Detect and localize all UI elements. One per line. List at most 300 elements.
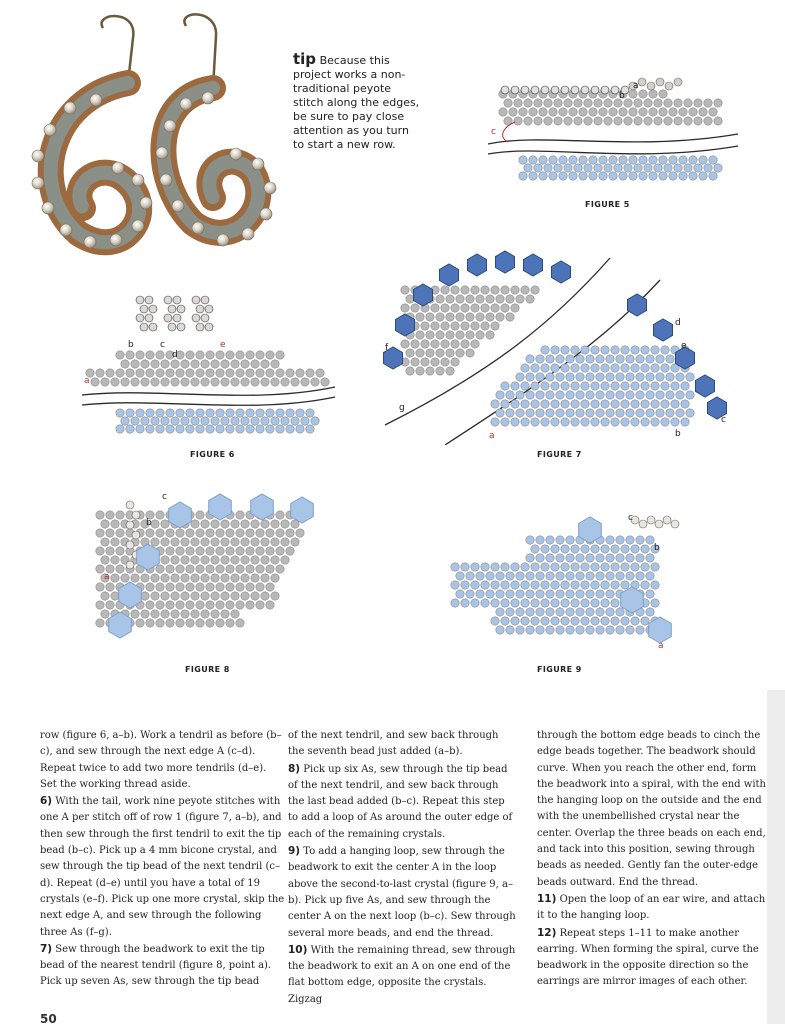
- bead: [644, 117, 652, 125]
- bead: [261, 417, 269, 425]
- step-12-text: Repeat steps 1–11 to make another earring. When forming the spiral, curve the beadwork in the opposite direction so the earrings are mirror images of each other.: [537, 927, 759, 988]
- bead: [519, 156, 527, 164]
- bead: [591, 563, 599, 571]
- bead: [116, 565, 124, 573]
- bead: [636, 355, 644, 363]
- bead: [704, 164, 712, 172]
- bead: [561, 346, 569, 354]
- bead: [501, 581, 509, 589]
- bead: [251, 574, 259, 582]
- bead: [524, 164, 532, 172]
- bead: [646, 608, 654, 616]
- bead: [236, 619, 244, 627]
- bead: [192, 296, 200, 304]
- bead: [281, 520, 289, 528]
- bead: [599, 108, 607, 116]
- page-number: 50: [40, 1012, 57, 1026]
- bead: [132, 531, 140, 539]
- bead: [161, 610, 169, 618]
- bead: [251, 417, 259, 425]
- bead: [121, 417, 129, 425]
- bead: [201, 574, 209, 582]
- bead: [461, 286, 469, 294]
- bead: [621, 364, 629, 372]
- bead: [476, 295, 484, 303]
- bead: [531, 545, 539, 553]
- bead: [136, 409, 144, 417]
- fig8-beads: [96, 501, 304, 627]
- bead: [676, 391, 684, 399]
- bead: [649, 90, 657, 98]
- bead: [566, 355, 574, 363]
- bead: [241, 378, 249, 386]
- bead: [556, 409, 564, 417]
- bead: [221, 417, 229, 425]
- bead: [261, 538, 269, 546]
- bead: [166, 547, 174, 555]
- bead: [111, 556, 119, 564]
- bead: [616, 626, 624, 634]
- bead: [601, 599, 609, 607]
- step-8-number: 8): [288, 762, 301, 775]
- bead: [145, 296, 153, 304]
- bead: [166, 565, 174, 573]
- fig9-label-a: a: [658, 641, 664, 651]
- bead: [571, 545, 579, 553]
- bead: [266, 409, 274, 417]
- bead: [436, 331, 444, 339]
- bead: [614, 117, 622, 125]
- bead: [251, 378, 259, 386]
- bead: [246, 565, 254, 573]
- bead: [581, 545, 589, 553]
- fig6-curve-bottom: [82, 397, 335, 405]
- bead: [629, 108, 637, 116]
- bead: [646, 590, 654, 598]
- bead: [241, 574, 249, 582]
- bead: [626, 409, 634, 417]
- bead: [576, 373, 584, 381]
- bead: [205, 305, 213, 313]
- bead: [639, 156, 647, 164]
- bead: [531, 364, 539, 372]
- bead: [231, 538, 239, 546]
- bead: [256, 369, 264, 377]
- bead: [616, 608, 624, 616]
- bead: [536, 536, 544, 544]
- bead: [664, 117, 672, 125]
- bead: [579, 108, 587, 116]
- bead: [636, 391, 644, 399]
- fig7-label-d: d: [675, 318, 681, 328]
- bead: [544, 99, 552, 107]
- bead: [421, 322, 429, 330]
- bead: [631, 346, 639, 354]
- bead: [594, 99, 602, 107]
- bead: [646, 391, 654, 399]
- bead: [546, 373, 554, 381]
- bead: [584, 117, 592, 125]
- bead: [536, 355, 544, 363]
- bead: [216, 583, 224, 591]
- bead: [591, 382, 599, 390]
- bead: [669, 108, 677, 116]
- bead: [231, 610, 239, 618]
- fig6-bead-rows: [86, 351, 329, 433]
- bead: [491, 599, 499, 607]
- bead: [476, 313, 484, 321]
- bead: [541, 581, 549, 589]
- bead: [291, 417, 299, 425]
- bead: [669, 156, 677, 164]
- bead: [709, 172, 717, 180]
- bead: [486, 295, 494, 303]
- bead: [551, 563, 559, 571]
- bead: [156, 619, 164, 627]
- bead: [411, 340, 419, 348]
- bead: [181, 538, 189, 546]
- bead: [111, 574, 119, 582]
- bead: [226, 425, 234, 433]
- bead: [686, 373, 694, 381]
- bead: [526, 572, 534, 580]
- bead: [581, 418, 589, 426]
- bead: [576, 626, 584, 634]
- bead: [496, 590, 504, 598]
- bead: [201, 417, 209, 425]
- step-8-text: Pick up six As, sew through the tip bead of the next tendril, and sew back through the last bead added (b–c). Repeat this step to add a loop of As around the outer edge of each of the remaining crystals.: [288, 763, 513, 840]
- bead: [496, 409, 504, 417]
- bead: [506, 608, 514, 616]
- bead: [271, 538, 279, 546]
- bead: [596, 554, 604, 562]
- bead: [186, 583, 194, 591]
- bead: [681, 382, 689, 390]
- bead: [601, 382, 609, 390]
- fig6-label-c: c: [160, 340, 165, 350]
- bead: [166, 619, 174, 627]
- bead: [416, 349, 424, 357]
- bead: [201, 556, 209, 564]
- bead: [136, 369, 144, 377]
- bead: [471, 563, 479, 571]
- bead: [511, 563, 519, 571]
- bead: [531, 400, 539, 408]
- bead: [206, 547, 214, 555]
- bead: [661, 382, 669, 390]
- bead: [436, 349, 444, 357]
- step-9-number: 9): [288, 845, 301, 858]
- bead: [571, 617, 579, 625]
- step-11-number: 11): [537, 892, 557, 905]
- bead: [541, 563, 549, 571]
- bead: [596, 373, 604, 381]
- bead: [591, 599, 599, 607]
- bead: [561, 617, 569, 625]
- bead: [466, 572, 474, 580]
- bead: [176, 529, 184, 537]
- bead: [286, 425, 294, 433]
- bead: [226, 529, 234, 537]
- bead: [641, 400, 649, 408]
- bead: [601, 418, 609, 426]
- bead: [541, 418, 549, 426]
- fig8-label-b: b: [146, 518, 152, 528]
- bead: [601, 364, 609, 372]
- crystal: [552, 261, 571, 283]
- bead: [241, 360, 249, 368]
- bead: [146, 369, 154, 377]
- bead: [639, 520, 647, 528]
- bead: [126, 425, 134, 433]
- bead: [171, 417, 179, 425]
- bead: [186, 369, 194, 377]
- bead: [186, 351, 194, 359]
- bead: [161, 378, 169, 386]
- bead: [164, 314, 172, 322]
- bead: [561, 563, 569, 571]
- bead: [151, 360, 159, 368]
- bead: [551, 346, 559, 354]
- bead: [501, 418, 509, 426]
- bead: [216, 369, 224, 377]
- bead: [571, 382, 579, 390]
- bead: [256, 351, 264, 359]
- bead: [491, 617, 499, 625]
- bead: [151, 538, 159, 546]
- crystal: [440, 264, 459, 286]
- bead: [576, 391, 584, 399]
- bead: [206, 409, 214, 417]
- bead: [516, 590, 524, 598]
- bead: [156, 529, 164, 537]
- bead: [638, 78, 646, 86]
- bead: [161, 360, 169, 368]
- bead: [694, 164, 702, 172]
- bead: [256, 425, 264, 433]
- bead: [501, 400, 509, 408]
- fig5-curve-top: [488, 134, 738, 144]
- bead: [211, 360, 219, 368]
- figure-6-diagram: [80, 295, 340, 445]
- bead: [681, 400, 689, 408]
- bead: [656, 391, 664, 399]
- bead: [471, 286, 479, 294]
- bead: [131, 360, 139, 368]
- bead: [571, 400, 579, 408]
- fig9-label-b: b: [654, 543, 660, 553]
- bead: [551, 364, 559, 372]
- bead: [181, 592, 189, 600]
- bead: [146, 619, 154, 627]
- bead: [491, 418, 499, 426]
- bead: [441, 322, 449, 330]
- bead: [566, 572, 574, 580]
- bead: [151, 574, 159, 582]
- bead: [556, 590, 564, 598]
- bead: [451, 286, 459, 294]
- bead: [649, 156, 657, 164]
- bead: [551, 418, 559, 426]
- bead: [96, 369, 104, 377]
- bead: [629, 172, 637, 180]
- bead: [145, 314, 153, 322]
- bead: [561, 581, 569, 589]
- bead: [256, 583, 264, 591]
- bead: [196, 601, 204, 609]
- bead: [146, 425, 154, 433]
- bead: [606, 572, 614, 580]
- figure-8-diagram: [90, 485, 340, 655]
- bead: [699, 108, 707, 116]
- bead: [91, 378, 99, 386]
- bead: [556, 608, 564, 616]
- bead: [591, 545, 599, 553]
- bead: [526, 355, 534, 363]
- bead: [506, 313, 514, 321]
- bead: [161, 417, 169, 425]
- bead: [616, 355, 624, 363]
- bead: [556, 554, 564, 562]
- bead: [516, 626, 524, 634]
- bead: [709, 156, 717, 164]
- bead: [611, 581, 619, 589]
- bead: [196, 323, 204, 331]
- bead: [664, 99, 672, 107]
- bead: [191, 417, 199, 425]
- bead: [606, 409, 614, 417]
- bead: [441, 304, 449, 312]
- bead: [616, 554, 624, 562]
- bead: [576, 554, 584, 562]
- bead: [571, 346, 579, 354]
- bead: [261, 378, 269, 386]
- bead: [496, 391, 504, 399]
- bead: [561, 599, 569, 607]
- bead: [496, 313, 504, 321]
- bead: [511, 599, 519, 607]
- bead: [261, 556, 269, 564]
- bead: [151, 378, 159, 386]
- bead: [211, 610, 219, 618]
- bead: [664, 164, 672, 172]
- bead: [101, 556, 109, 564]
- bead: [566, 608, 574, 616]
- bead: [246, 547, 254, 555]
- bead: [679, 156, 687, 164]
- bead: [261, 574, 269, 582]
- bead: [177, 305, 185, 313]
- bead: [276, 547, 284, 555]
- bead: [261, 520, 269, 528]
- bead: [246, 351, 254, 359]
- bead: [196, 351, 204, 359]
- bead: [211, 378, 219, 386]
- bead: [136, 351, 144, 359]
- bead: [276, 425, 284, 433]
- bead: [211, 417, 219, 425]
- bead: [656, 373, 664, 381]
- bead: [192, 314, 200, 322]
- bead: [536, 590, 544, 598]
- bead: [446, 331, 454, 339]
- bead: [506, 409, 514, 417]
- bead: [614, 164, 622, 172]
- bead: [296, 425, 304, 433]
- bead: [596, 590, 604, 598]
- bead: [131, 378, 139, 386]
- bead: [611, 563, 619, 571]
- bead: [151, 610, 159, 618]
- bead: [574, 164, 582, 172]
- bead: [196, 305, 204, 313]
- bead: [634, 164, 642, 172]
- bead: [536, 409, 544, 417]
- bead: [631, 364, 639, 372]
- bead: [671, 400, 679, 408]
- bead: [256, 601, 264, 609]
- bead: [471, 304, 479, 312]
- bead: [546, 590, 554, 598]
- bead: [156, 511, 164, 519]
- bead: [471, 599, 479, 607]
- bead: [156, 409, 164, 417]
- bead: [221, 574, 229, 582]
- bead: [166, 369, 174, 377]
- bead: [216, 351, 224, 359]
- bead: [306, 369, 314, 377]
- bead: [311, 378, 319, 386]
- bead: [461, 340, 469, 348]
- bead: [201, 378, 209, 386]
- bead: [181, 378, 189, 386]
- bead: [586, 590, 594, 598]
- bead: [451, 563, 459, 571]
- bead: [521, 599, 529, 607]
- bead: [241, 520, 249, 528]
- bead: [514, 99, 522, 107]
- bead: [541, 382, 549, 390]
- bead: [704, 99, 712, 107]
- bead: [131, 610, 139, 618]
- bead: [171, 610, 179, 618]
- bead: [201, 314, 209, 322]
- bead: [536, 391, 544, 399]
- col3-paragraph: through the bottom edge beads to cinch the edge beads together. The beadwork should curve. When you reach the other end, form the beadwork into a spiral, with the end with the hanging loop on the outside and the end with the unembellished crystal near the center. Overlap the three beads on each end, and tack into this position, sewing through beads as needed. Gently fan the outer-edge beads outward. End the thread.: [537, 730, 766, 888]
- figure-7-label: FIGURE 7: [537, 450, 582, 459]
- bead: [556, 391, 564, 399]
- bead: [106, 529, 114, 537]
- bead: [536, 608, 544, 616]
- bead: [546, 536, 554, 544]
- bead: [156, 565, 164, 573]
- bead: [566, 409, 574, 417]
- bead: [579, 156, 587, 164]
- bead: [511, 286, 519, 294]
- bead: [544, 164, 552, 172]
- bead: [206, 425, 214, 433]
- bead: [606, 391, 614, 399]
- bead: [151, 592, 159, 600]
- bead: [666, 355, 674, 363]
- bead: [694, 117, 702, 125]
- bead: [571, 364, 579, 372]
- bead: [236, 601, 244, 609]
- bead: [146, 601, 154, 609]
- bead: [606, 355, 614, 363]
- bead: [161, 574, 169, 582]
- bead: [581, 400, 589, 408]
